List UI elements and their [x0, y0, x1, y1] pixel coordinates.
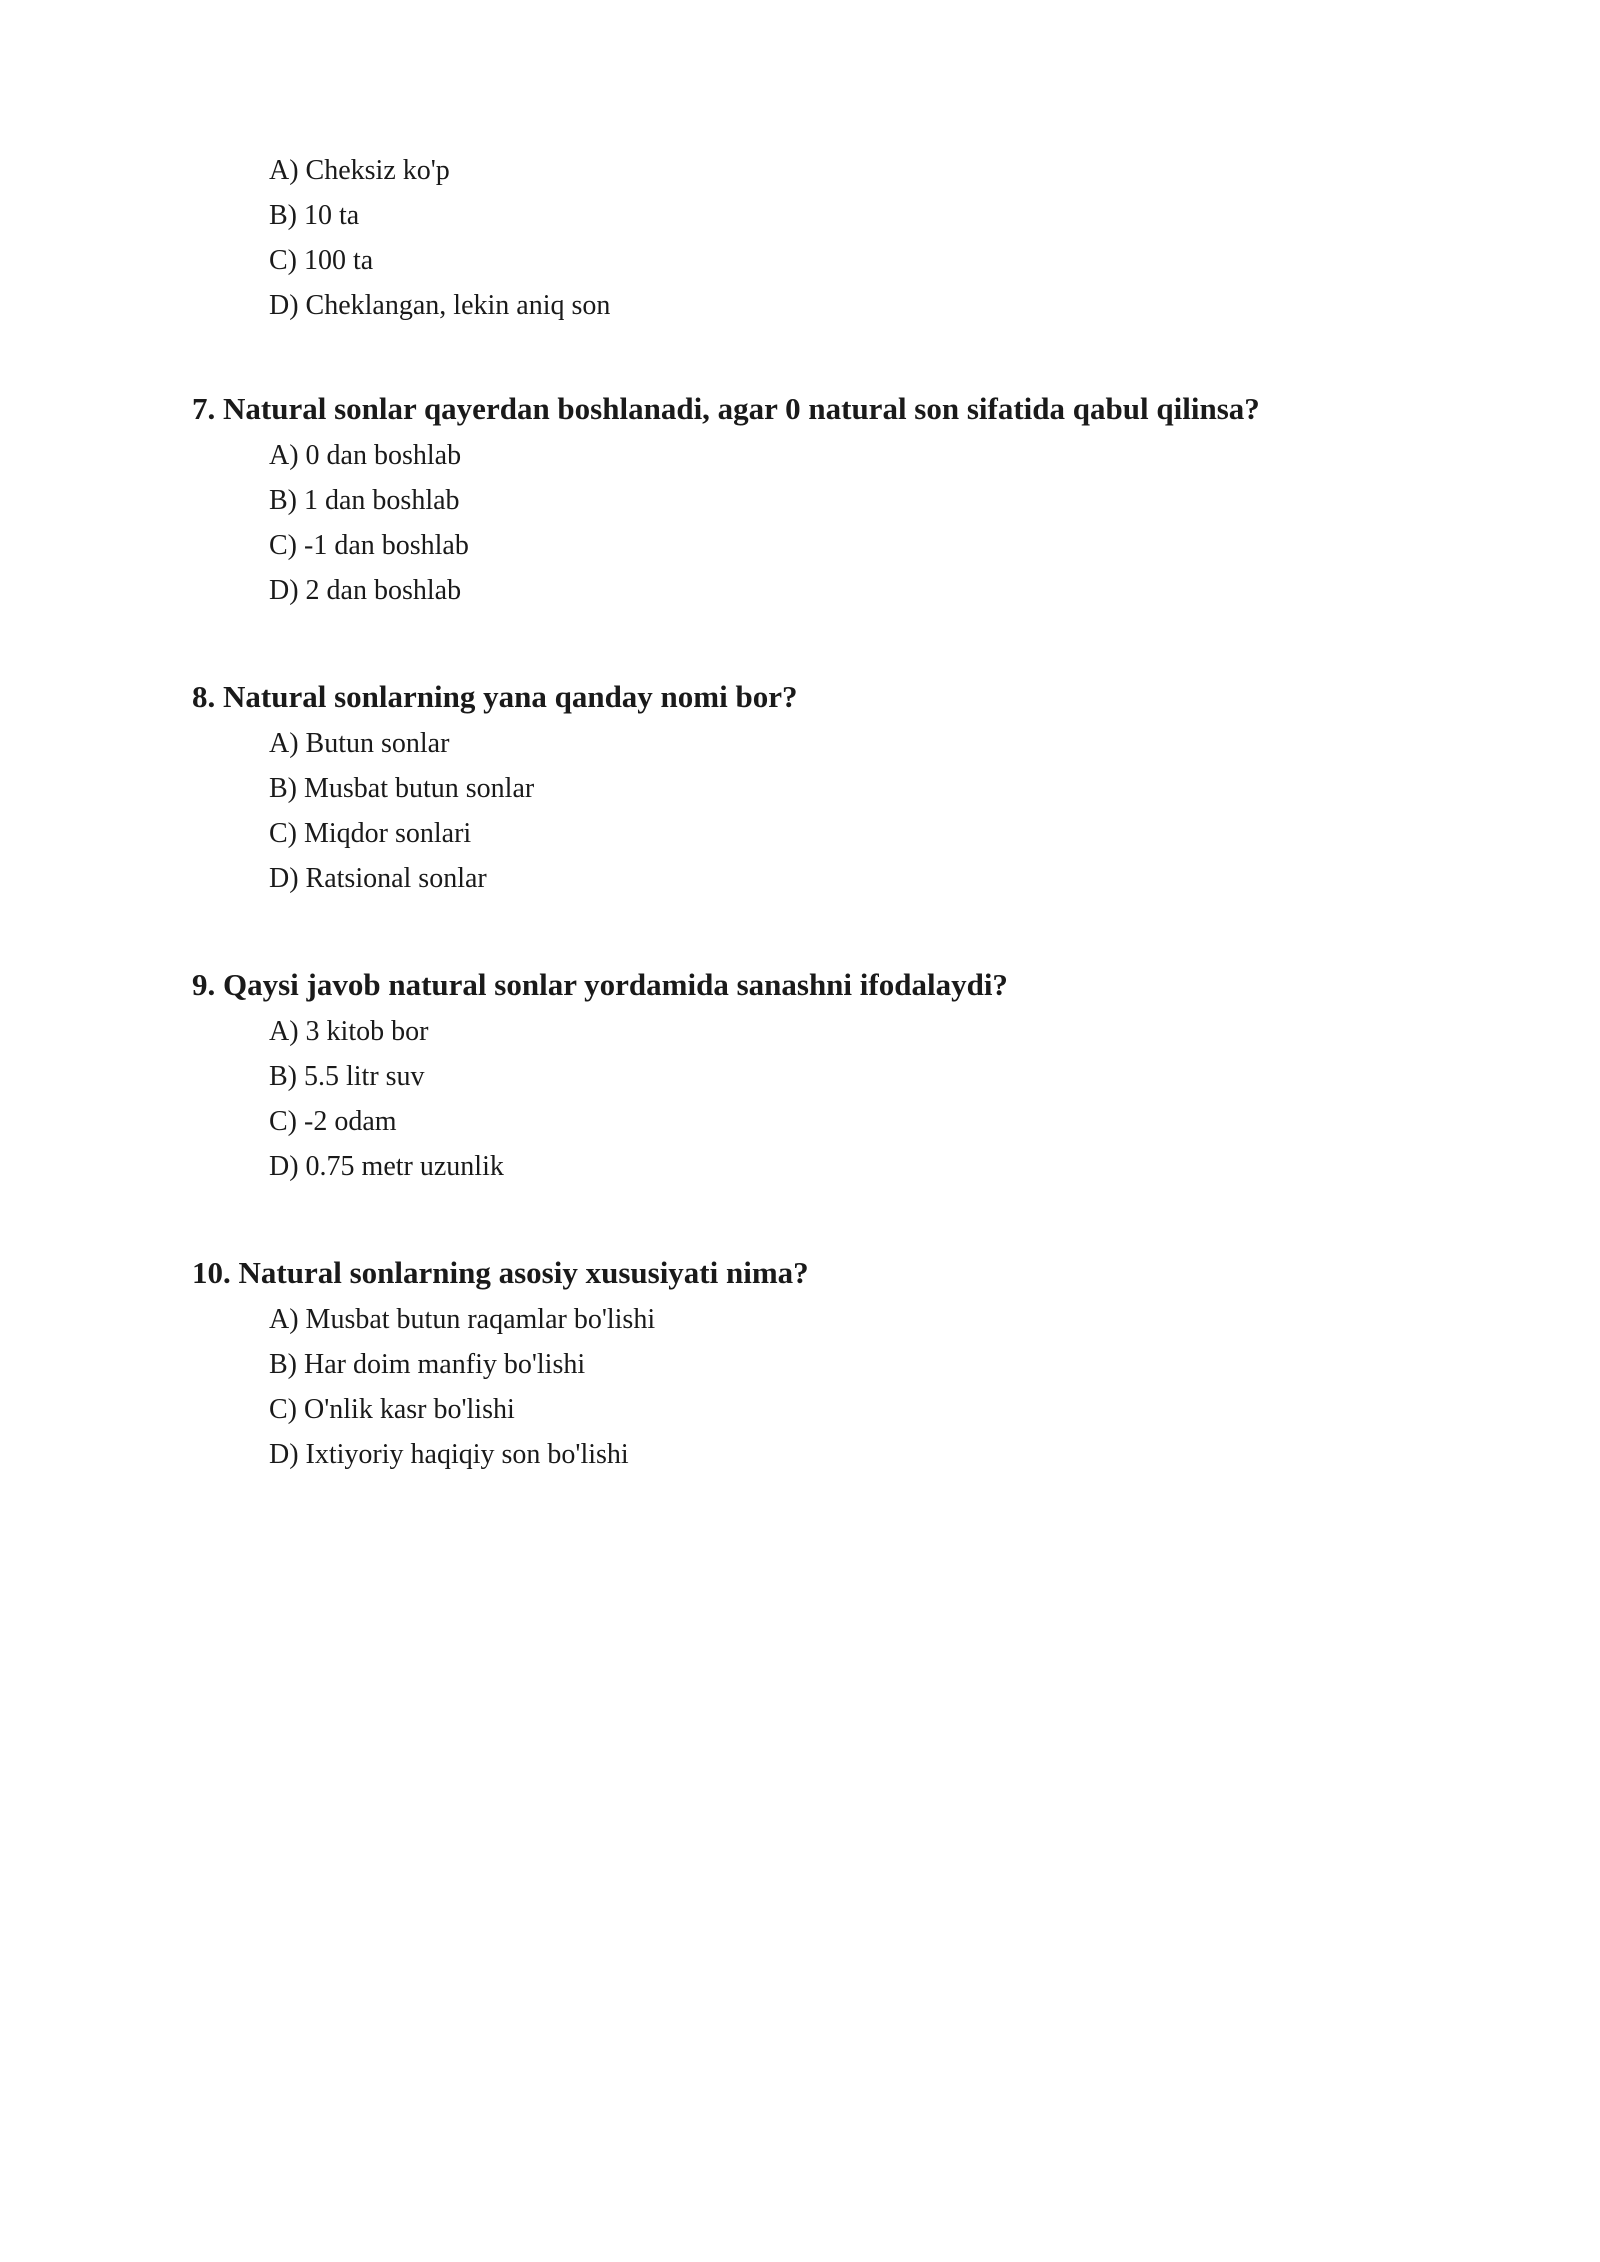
option-c: C) -2 odam — [269, 1106, 397, 1137]
option-a: A) Butun sonlar — [269, 728, 450, 759]
options-list — [192, 433, 1442, 613]
question-block-9 — [192, 965, 1442, 1189]
option-b: B) Har doim manfiy bo'lishi — [269, 1349, 586, 1380]
option-b: B) Musbat butun sonlar — [269, 773, 535, 804]
option-d: D) Ratsional sonlar — [269, 863, 487, 894]
question-text: 10. Natural sonlarning asosiy xususiyati nima? — [192, 1255, 809, 1290]
options-list — [192, 148, 1442, 328]
question-block-7 — [192, 389, 1442, 613]
option-c: C) -1 dan boshlab — [269, 530, 469, 561]
question-text: 9. Qaysi javob natural sonlar yordamida sanashni ifodalaydi? — [192, 967, 1008, 1002]
question-text: 8. Natural sonlarning yana qanday nomi bor? — [192, 679, 798, 714]
question-block-6-continued — [192, 148, 1442, 328]
option-c: C) O'nlik kasr bo'lishi — [269, 1394, 515, 1425]
option-b: B) 5.5 litr suv — [269, 1061, 425, 1092]
option-a: A) Cheksiz ko'p — [269, 155, 450, 186]
option-d: D) 0.75 metr uzunlik — [269, 1151, 504, 1182]
options-list — [192, 1297, 1442, 1477]
option-d: D) Cheklangan, lekin aniq son — [269, 290, 611, 321]
question-block-8 — [192, 677, 1442, 901]
question-text: 7. Natural sonlar qayerdan boshlanadi, agar 0 natural son sifatida qabul qilinsa? — [192, 391, 1260, 426]
options-list — [192, 1009, 1442, 1189]
question-block-10 — [192, 1253, 1442, 1477]
option-a: A) 0 dan boshlab — [269, 440, 462, 471]
option-c: C) Miqdor sonlari — [269, 818, 472, 849]
option-a: A) Musbat butun raqamlar bo'lishi — [269, 1304, 656, 1335]
option-b: B) 1 dan boshlab — [269, 485, 460, 516]
option-d: D) Ixtiyoriy haqiqiy son bo'lishi — [269, 1439, 629, 1470]
option-c: C) 100 ta — [269, 245, 374, 276]
option-a: A) 3 kitob bor — [269, 1016, 429, 1047]
option-d: D) 2 dan boshlab — [269, 575, 462, 606]
options-list — [192, 721, 1442, 901]
option-b: B) 10 ta — [269, 200, 360, 231]
